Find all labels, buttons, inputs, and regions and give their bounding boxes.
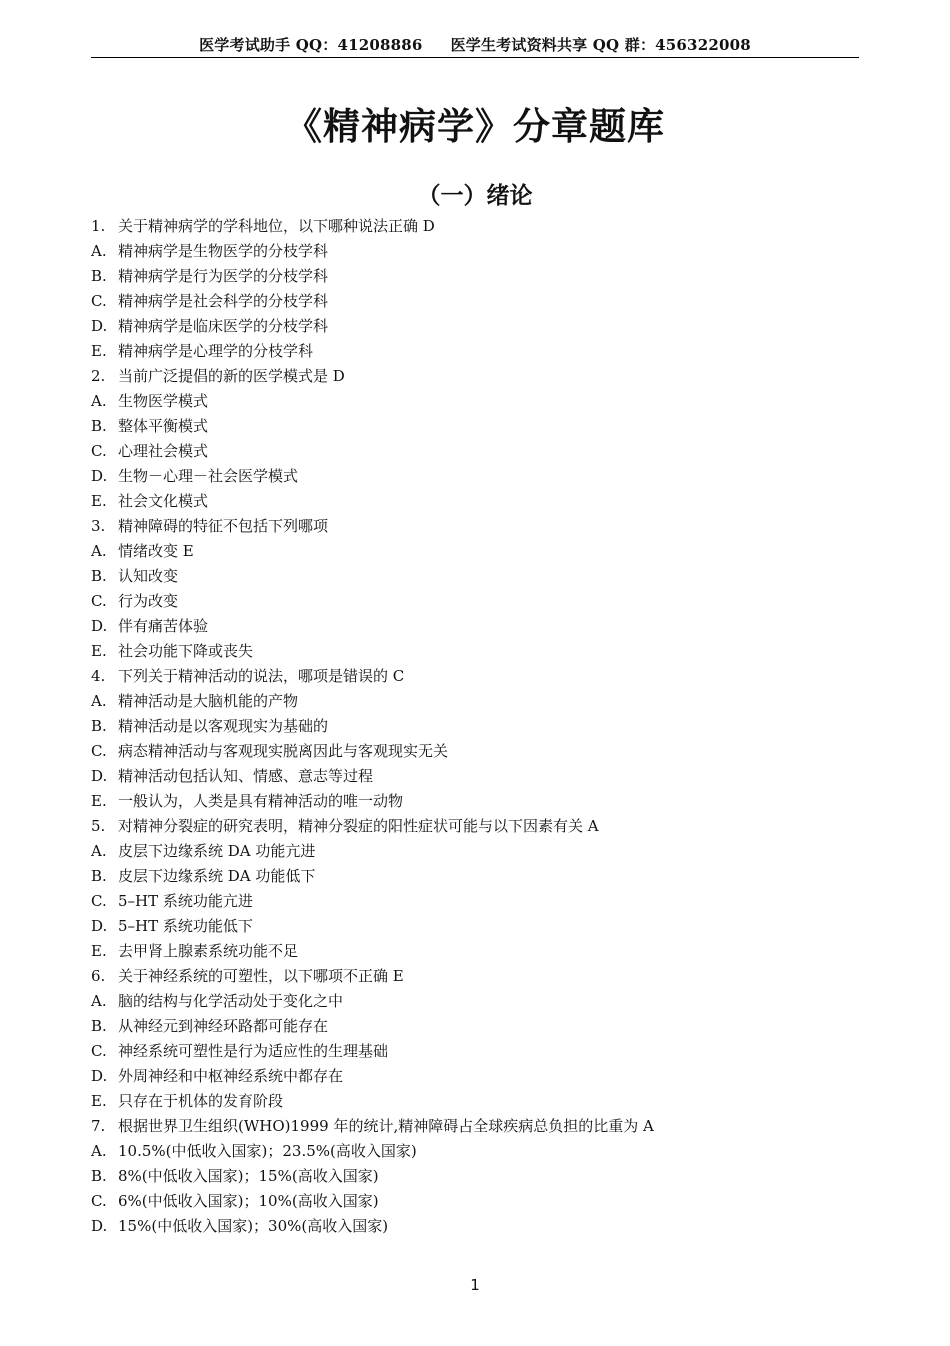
answer-option: [91, 639, 861, 664]
answer-option: [91, 714, 861, 739]
question-stem: [91, 1114, 861, 1139]
answer-option: [91, 314, 861, 339]
section-title: （一）绪论: [417, 183, 533, 209]
item-text: 社会功能下降或丧失: [118, 642, 254, 660]
item-text: 精神病学是临床医学的分枝学科: [118, 317, 329, 335]
question-stem: [91, 814, 861, 839]
item-text: 生物－心理－社会医学模式: [118, 467, 299, 485]
question-stem: [91, 364, 861, 389]
question-stem: [91, 514, 861, 539]
item-label: B.: [91, 267, 107, 285]
item-text: 伴有痛苦体验: [118, 617, 209, 635]
answer-option: [91, 914, 861, 939]
answer-option: [91, 689, 861, 714]
answer-option: [91, 889, 861, 914]
item-label: B.: [91, 1017, 107, 1035]
item-text: 外周神经和中枢神经系统中都存在: [118, 1067, 344, 1085]
answer-option: [91, 614, 861, 639]
item-text: 关于神经系统的可塑性，以下哪项不正确 E: [118, 967, 404, 985]
item-label: B.: [91, 717, 107, 735]
item-text: 整体平衡模式: [118, 417, 209, 435]
item-label: C.: [91, 592, 107, 610]
answer-option: [91, 1214, 861, 1239]
document-title: 《精神病学》分章题库: [285, 105, 665, 148]
item-text: 下列关于精神活动的说法，哪项是错误的 C: [118, 667, 405, 685]
item-text: 对精神分裂症的研究表明，精神分裂症的阳性症状可能与以下因素有关 A: [118, 817, 599, 835]
item-text: 社会文化模式: [118, 492, 209, 510]
answer-option: [91, 564, 861, 589]
item-label: A.: [91, 842, 107, 860]
answer-option: [91, 339, 861, 364]
item-label: E.: [91, 642, 107, 660]
item-label: E.: [91, 492, 107, 510]
answer-option: [91, 764, 861, 789]
question-stem: [91, 964, 861, 989]
answer-option: [91, 539, 861, 564]
answer-option: [91, 739, 861, 764]
item-text: 精神病学是心理学的分枝学科: [118, 342, 314, 360]
answer-option: [91, 789, 861, 814]
answer-option: [91, 939, 861, 964]
item-label: 6.: [91, 967, 106, 985]
item-text: 精神活动包括认知、情感、意志等过程: [118, 767, 374, 785]
item-text: 心理社会模式: [118, 442, 209, 460]
item-label: 4.: [91, 667, 106, 685]
answer-option: [91, 1064, 861, 1089]
item-text: 10.5%(中低收入国家)；23.5%(高收入国家): [118, 1142, 417, 1160]
item-label: A.: [91, 692, 107, 710]
item-label: D.: [91, 917, 108, 935]
item-label: E.: [91, 942, 107, 960]
item-text: 当前广泛提倡的新的医学模式是 D: [118, 367, 345, 385]
item-label: B.: [91, 417, 107, 435]
item-text: 精神活动是以客观现实为基础的: [118, 717, 329, 735]
item-text: 去甲肾上腺素系统功能不足: [118, 942, 299, 960]
answer-option: [91, 489, 861, 514]
item-text: 行为改变: [118, 592, 179, 610]
answer-option: [91, 439, 861, 464]
item-text: 精神病学是生物医学的分枝学科: [118, 242, 329, 260]
answer-option: [91, 1139, 861, 1164]
item-label: 1.: [91, 217, 106, 235]
item-text: 情绪改变 E: [118, 542, 194, 560]
item-text: 从神经元到神经环路都可能存在: [118, 1017, 329, 1035]
answer-option: [91, 414, 861, 439]
item-label: D.: [91, 767, 108, 785]
item-label: D.: [91, 317, 108, 335]
item-text: 只存在于机体的发育阶段: [118, 1092, 284, 1110]
item-label: C.: [91, 742, 107, 760]
item-text: 关于精神病学的学科地位，以下哪种说法正确 D: [118, 217, 435, 235]
answer-option: [91, 289, 861, 314]
item-label: B.: [91, 867, 107, 885]
item-label: D.: [91, 617, 108, 635]
item-text: 5–HT 系统功能亢进: [118, 892, 253, 910]
item-label: E.: [91, 1092, 107, 1110]
item-label: A.: [91, 1142, 107, 1160]
answer-option: [91, 1164, 861, 1189]
answer-option: [91, 589, 861, 614]
item-label: C.: [91, 892, 107, 910]
question-list: [91, 214, 861, 1239]
item-text: 生物医学模式: [118, 392, 209, 410]
question-stem: [91, 214, 861, 239]
item-label: D.: [91, 1217, 108, 1235]
item-text: 一般认为，人类是具有精神活动的唯一动物: [118, 792, 404, 810]
item-text: 精神活动是大脑机能的产物: [118, 692, 299, 710]
item-label: 5.: [91, 817, 106, 835]
answer-option: [91, 1089, 861, 1114]
item-label: E.: [91, 342, 107, 360]
answer-option: [91, 464, 861, 489]
item-text: 精神障碍的特征不包括下列哪项: [118, 517, 329, 535]
item-label: A.: [91, 392, 107, 410]
item-text: 病态精神活动与客观现实脱离因此与客观现实无关: [118, 742, 449, 760]
item-label: D.: [91, 1067, 108, 1085]
answer-option: [91, 389, 861, 414]
question-stem: [91, 664, 861, 689]
header-right-text: 医学生考试资料共享 QQ 群：456322008: [450, 36, 751, 54]
item-text: 15%(中低收入国家)；30%(高收入国家): [118, 1217, 389, 1235]
item-label: C.: [91, 1192, 107, 1210]
answer-option: [91, 1014, 861, 1039]
item-text: 皮层下边缘系统 DA 功能低下: [118, 867, 316, 885]
header-left-text: 医学考试助手 QQ：41208886: [199, 36, 423, 54]
item-label: A.: [91, 542, 107, 560]
answer-option: [91, 239, 861, 264]
item-text: 8%(中低收入国家)；15%(高收入国家): [118, 1167, 379, 1185]
item-label: E.: [91, 792, 107, 810]
item-label: C.: [91, 442, 107, 460]
answer-option: [91, 1189, 861, 1214]
item-label: A.: [91, 242, 107, 260]
item-text: 根据世界卫生组织(WHO)1999 年的统计,精神障碍占全球疾病总负担的比重为 A: [118, 1117, 654, 1135]
answer-option: [91, 1039, 861, 1064]
answer-option: [91, 989, 861, 1014]
item-text: 5–HT 系统功能低下: [118, 917, 253, 935]
item-label: 2.: [91, 367, 106, 385]
item-label: 7.: [91, 1117, 106, 1135]
page-header: [0, 34, 950, 55]
answer-option: [91, 839, 861, 864]
item-text: 6%(中低收入国家)；10%(高收入国家): [118, 1192, 379, 1210]
item-label: D.: [91, 467, 108, 485]
answer-option: [91, 864, 861, 889]
item-text: 精神病学是行为医学的分枝学科: [118, 267, 329, 285]
item-text: 皮层下边缘系统 DA 功能亢进: [118, 842, 316, 860]
item-text: 精神病学是社会科学的分枝学科: [118, 292, 329, 310]
item-label: C.: [91, 292, 107, 310]
item-label: 3.: [91, 517, 106, 535]
item-text: 神经系统可塑性是行为适应性的生理基础: [118, 1042, 389, 1060]
item-label: C.: [91, 1042, 107, 1060]
item-label: B.: [91, 567, 107, 585]
answer-option: [91, 264, 861, 289]
header-divider: [91, 57, 859, 58]
page-number: 1: [470, 1276, 480, 1294]
item-label: A.: [91, 992, 107, 1010]
item-text: 认知改变: [118, 567, 179, 585]
item-label: B.: [91, 1167, 107, 1185]
item-text: 脑的结构与化学活动处于变化之中: [118, 992, 344, 1010]
